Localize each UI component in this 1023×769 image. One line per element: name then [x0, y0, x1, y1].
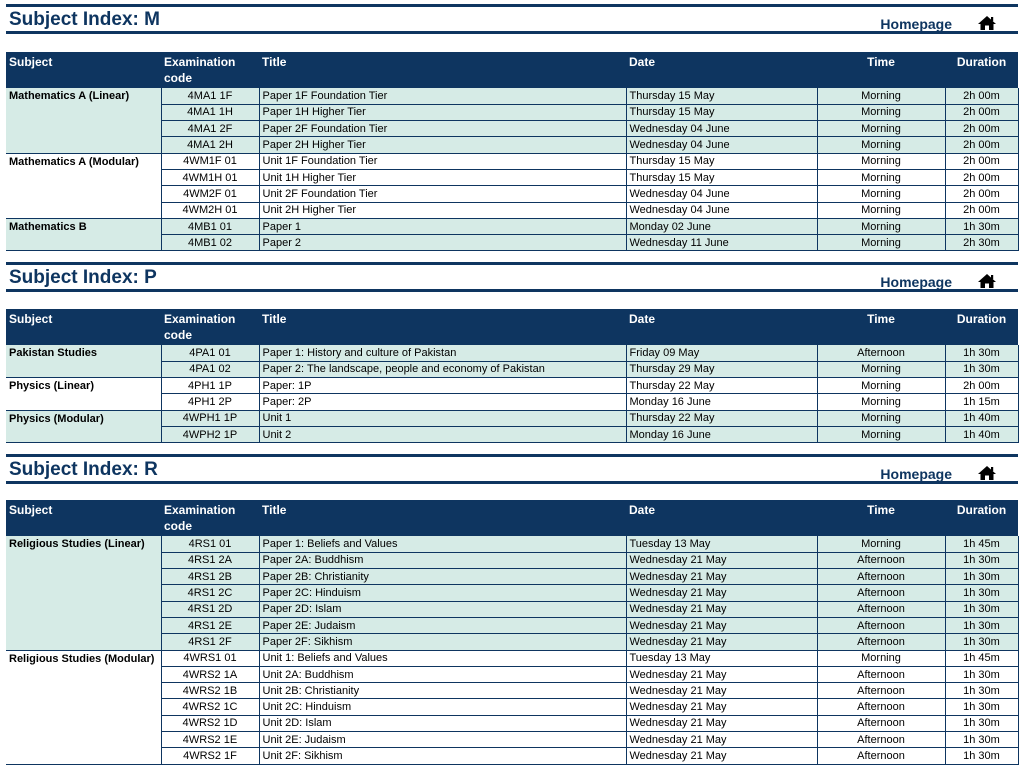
- title-cell: Paper 2F: Sikhism: [259, 634, 626, 650]
- date-cell: Wednesday 21 May: [626, 634, 817, 650]
- duration-cell: 2h 00m: [945, 378, 1018, 394]
- duration-cell: 1h 30m: [945, 361, 1018, 377]
- time-cell: Afternoon: [817, 732, 945, 748]
- date-cell: Friday 09 May: [626, 345, 817, 361]
- date-cell: Monday 16 June: [626, 426, 817, 442]
- table-row: [6, 88, 1018, 104]
- exam-code-cell: 4MA1 1F: [161, 88, 259, 104]
- title-cell: Paper: 2P: [259, 394, 626, 410]
- title-cell: Unit 2E: Judaism: [259, 732, 626, 748]
- time-cell: Morning: [817, 536, 945, 552]
- exam-code-cell: 4RS1 2C: [161, 585, 259, 601]
- home-icon[interactable]: [977, 465, 997, 481]
- date-cell: Wednesday 11 June: [626, 235, 817, 251]
- subject-cell: Physics (Modular): [6, 410, 161, 443]
- subject-cell: Mathematics A (Modular): [6, 153, 161, 218]
- date-cell: Thursday 22 May: [626, 378, 817, 394]
- section-header: [6, 262, 1018, 292]
- homepage-link[interactable]: Homepage: [880, 16, 952, 32]
- duration-cell: 1h 15m: [945, 394, 1018, 410]
- date-cell: Wednesday 21 May: [626, 666, 817, 682]
- exam-code-cell: 4RS1 2F: [161, 634, 259, 650]
- time-cell: Morning: [817, 104, 945, 120]
- title-cell: Paper 1F Foundation Tier: [259, 88, 626, 104]
- exam-code-cell: 4WRS2 1A: [161, 666, 259, 682]
- title-cell: Paper 2C: Hinduism: [259, 585, 626, 601]
- time-cell: Afternoon: [817, 748, 945, 764]
- duration-cell: 1h 30m: [945, 569, 1018, 585]
- time-cell: Morning: [817, 394, 945, 410]
- table-header-row: [6, 52, 1018, 88]
- subject-cell: Mathematics B: [6, 218, 161, 251]
- date-cell: Monday 16 June: [626, 394, 817, 410]
- column-header-title: Title: [259, 500, 626, 536]
- column-header-time: Time: [817, 52, 945, 88]
- subject-cell: Religious Studies (Linear): [6, 536, 161, 650]
- homepage-link[interactable]: Homepage: [880, 466, 952, 482]
- date-cell: Wednesday 04 June: [626, 137, 817, 153]
- exam-code-cell: 4RS1 01: [161, 536, 259, 552]
- time-cell: Morning: [817, 88, 945, 104]
- date-cell: Thursday 29 May: [626, 361, 817, 377]
- time-cell: Afternoon: [817, 569, 945, 585]
- time-cell: Afternoon: [817, 699, 945, 715]
- date-cell: Wednesday 04 June: [626, 121, 817, 137]
- date-cell: Wednesday 21 May: [626, 683, 817, 699]
- subject-cell: Religious Studies (Modular): [6, 650, 161, 764]
- duration-cell: 1h 30m: [945, 634, 1018, 650]
- table-row: [6, 345, 1018, 361]
- time-cell: Morning: [817, 361, 945, 377]
- home-icon[interactable]: [977, 15, 997, 31]
- exam-code-cell: 4MB1 02: [161, 235, 259, 251]
- table-row: [6, 650, 1018, 666]
- home-icon[interactable]: [977, 273, 997, 289]
- time-cell: Afternoon: [817, 345, 945, 361]
- duration-cell: 1h 30m: [945, 601, 1018, 617]
- subject-index-section: [6, 454, 1018, 769]
- column-header-title: Title: [259, 309, 626, 345]
- duration-cell: 1h 30m: [945, 683, 1018, 699]
- date-cell: Wednesday 21 May: [626, 601, 817, 617]
- exam-code-cell: 4WRS2 1F: [161, 748, 259, 764]
- exam-code-cell: 4WM2F 01: [161, 186, 259, 202]
- title-cell: Unit 2F: Sikhism: [259, 748, 626, 764]
- title-cell: Unit 2D: Islam: [259, 715, 626, 731]
- title-cell: Paper 2B: Christianity: [259, 569, 626, 585]
- time-cell: Afternoon: [817, 552, 945, 568]
- exam-code-cell: 4WRS2 1C: [161, 699, 259, 715]
- column-header-date: Date: [626, 52, 817, 88]
- title-cell: Paper 1: [259, 218, 626, 234]
- exam-code-cell: 4WRS1 01: [161, 650, 259, 666]
- duration-cell: 2h 00m: [945, 169, 1018, 185]
- duration-cell: 1h 30m: [945, 699, 1018, 715]
- date-cell: Wednesday 04 June: [626, 202, 817, 218]
- exam-code-cell: 4PH1 2P: [161, 394, 259, 410]
- title-cell: Unit 2C: Hinduism: [259, 699, 626, 715]
- date-cell: Tuesday 13 May: [626, 650, 817, 666]
- duration-cell: 1h 30m: [945, 732, 1018, 748]
- time-cell: Afternoon: [817, 585, 945, 601]
- title-cell: Paper 1: History and culture of Pakistan: [259, 345, 626, 361]
- time-cell: Afternoon: [817, 666, 945, 682]
- title-cell: Unit 2B: Christianity: [259, 683, 626, 699]
- time-cell: Morning: [817, 153, 945, 169]
- exam-code-cell: 4WM1H 01: [161, 169, 259, 185]
- duration-cell: 1h 45m: [945, 650, 1018, 666]
- table-row: [6, 153, 1018, 169]
- date-cell: Wednesday 21 May: [626, 617, 817, 633]
- title-cell: Unit 2A: Buddhism: [259, 666, 626, 682]
- duration-cell: 2h 00m: [945, 186, 1018, 202]
- duration-cell: 2h 00m: [945, 137, 1018, 153]
- time-cell: Morning: [817, 137, 945, 153]
- exam-code-cell: 4WRS2 1D: [161, 715, 259, 731]
- duration-cell: 1h 30m: [945, 585, 1018, 601]
- date-cell: Wednesday 21 May: [626, 748, 817, 764]
- column-header-time: Time: [817, 309, 945, 345]
- time-cell: Morning: [817, 186, 945, 202]
- duration-cell: 1h 30m: [945, 715, 1018, 731]
- duration-cell: 1h 30m: [945, 218, 1018, 234]
- date-cell: Wednesday 21 May: [626, 699, 817, 715]
- exam-code-cell: 4MA1 2H: [161, 137, 259, 153]
- exam-code-cell: 4MB1 01: [161, 218, 259, 234]
- duration-cell: 2h 00m: [945, 104, 1018, 120]
- subject-cell: Physics (Linear): [6, 378, 161, 411]
- date-cell: Wednesday 21 May: [626, 585, 817, 601]
- table-header-row: [6, 309, 1018, 345]
- title-cell: Paper 2E: Judaism: [259, 617, 626, 633]
- time-cell: Morning: [817, 218, 945, 234]
- column-header-duration: Duration: [945, 52, 1018, 88]
- exam-code-cell: 4WRS2 1E: [161, 732, 259, 748]
- duration-cell: 1h 30m: [945, 345, 1018, 361]
- homepage-link[interactable]: Homepage: [880, 274, 952, 290]
- duration-cell: 2h 00m: [945, 153, 1018, 169]
- table-row: [6, 410, 1018, 426]
- duration-cell: 2h 00m: [945, 202, 1018, 218]
- date-cell: Thursday 15 May: [626, 169, 817, 185]
- table-row: [6, 378, 1018, 394]
- title-cell: Paper 2F Foundation Tier: [259, 121, 626, 137]
- title-cell: Unit 1: [259, 410, 626, 426]
- date-cell: Monday 02 June: [626, 218, 817, 234]
- time-cell: Morning: [817, 650, 945, 666]
- time-cell: Afternoon: [817, 683, 945, 699]
- exam-code-cell: 4PA1 01: [161, 345, 259, 361]
- date-cell: Wednesday 21 May: [626, 569, 817, 585]
- date-cell: Wednesday 21 May: [626, 732, 817, 748]
- exam-code-cell: 4RS1 2B: [161, 569, 259, 585]
- title-cell: Paper 2H Higher Tier: [259, 137, 626, 153]
- date-cell: Thursday 15 May: [626, 153, 817, 169]
- title-cell: Paper 2A: Buddhism: [259, 552, 626, 568]
- date-cell: Wednesday 21 May: [626, 715, 817, 731]
- title-cell: Paper 1H Higher Tier: [259, 104, 626, 120]
- title-cell: Paper 1: Beliefs and Values: [259, 536, 626, 552]
- exam-code-cell: 4RS1 2A: [161, 552, 259, 568]
- column-header-duration: Duration: [945, 500, 1018, 536]
- duration-cell: 1h 30m: [945, 617, 1018, 633]
- exam-code-cell: 4WPH1 1P: [161, 410, 259, 426]
- duration-cell: 2h 00m: [945, 88, 1018, 104]
- date-cell: Thursday 15 May: [626, 88, 817, 104]
- table-header-row: [6, 500, 1018, 536]
- duration-cell: 1h 45m: [945, 536, 1018, 552]
- exam-code-cell: 4PH1 1P: [161, 378, 259, 394]
- time-cell: Morning: [817, 121, 945, 137]
- column-header-exam-code: Examination code: [161, 309, 259, 345]
- column-header-date: Date: [626, 500, 817, 536]
- title-cell: Paper: 1P: [259, 378, 626, 394]
- title-cell: Unit 2F Foundation Tier: [259, 186, 626, 202]
- column-header-date: Date: [626, 309, 817, 345]
- exam-code-cell: 4MA1 2F: [161, 121, 259, 137]
- column-header-exam-code: Examination code: [161, 52, 259, 88]
- time-cell: Afternoon: [817, 634, 945, 650]
- title-cell: Unit 1: Beliefs and Values: [259, 650, 626, 666]
- duration-cell: 1h 40m: [945, 426, 1018, 442]
- section-header: [6, 4, 1018, 34]
- column-header-time: Time: [817, 500, 945, 536]
- duration-cell: 1h 30m: [945, 552, 1018, 568]
- title-cell: Unit 1F Foundation Tier: [259, 153, 626, 169]
- date-cell: Thursday 22 May: [626, 410, 817, 426]
- title-cell: Paper 2: The landscape, people and economy of Pakistan: [259, 361, 626, 377]
- time-cell: Afternoon: [817, 617, 945, 633]
- time-cell: Morning: [817, 410, 945, 426]
- column-header-subject: Subject: [6, 500, 161, 536]
- exam-code-cell: 4WRS2 1B: [161, 683, 259, 699]
- title-cell: Paper 2: [259, 235, 626, 251]
- time-cell: Morning: [817, 378, 945, 394]
- time-cell: Afternoon: [817, 601, 945, 617]
- duration-cell: 1h 40m: [945, 410, 1018, 426]
- time-cell: Morning: [817, 169, 945, 185]
- time-cell: Morning: [817, 426, 945, 442]
- exam-table: [6, 500, 1019, 765]
- date-cell: Thursday 15 May: [626, 104, 817, 120]
- title-cell: Unit 2: [259, 426, 626, 442]
- section-title: Subject Index: M: [9, 9, 160, 30]
- time-cell: Afternoon: [817, 715, 945, 731]
- time-cell: Morning: [817, 235, 945, 251]
- section-header: [6, 454, 1018, 484]
- exam-code-cell: 4RS1 2E: [161, 617, 259, 633]
- table-row: [6, 536, 1018, 552]
- date-cell: Tuesday 13 May: [626, 536, 817, 552]
- exam-table: [6, 309, 1019, 443]
- duration-cell: 2h 00m: [945, 121, 1018, 137]
- title-cell: Unit 2H Higher Tier: [259, 202, 626, 218]
- exam-code-cell: 4MA1 1H: [161, 104, 259, 120]
- exam-code-cell: 4WM2H 01: [161, 202, 259, 218]
- duration-cell: 2h 30m: [945, 235, 1018, 251]
- exam-table: [6, 52, 1019, 251]
- subject-cell: Pakistan Studies: [6, 345, 161, 378]
- column-header-duration: Duration: [945, 309, 1018, 345]
- column-header-subject: Subject: [6, 309, 161, 345]
- subject-cell: Mathematics A (Linear): [6, 88, 161, 153]
- column-header-exam-code: Examination code: [161, 500, 259, 536]
- exam-code-cell: 4WPH2 1P: [161, 426, 259, 442]
- table-row: [6, 218, 1018, 234]
- date-cell: Wednesday 04 June: [626, 186, 817, 202]
- date-cell: Wednesday 21 May: [626, 552, 817, 568]
- title-cell: Paper 2D: Islam: [259, 601, 626, 617]
- column-header-title: Title: [259, 52, 626, 88]
- column-header-subject: Subject: [6, 52, 161, 88]
- exam-code-cell: 4RS1 2D: [161, 601, 259, 617]
- time-cell: Morning: [817, 202, 945, 218]
- duration-cell: 1h 30m: [945, 666, 1018, 682]
- title-cell: Unit 1H Higher Tier: [259, 169, 626, 185]
- duration-cell: 1h 30m: [945, 748, 1018, 764]
- exam-code-cell: 4PA1 02: [161, 361, 259, 377]
- section-title: Subject Index: R: [9, 459, 158, 480]
- exam-code-cell: 4WM1F 01: [161, 153, 259, 169]
- section-title: Subject Index: P: [9, 267, 157, 288]
